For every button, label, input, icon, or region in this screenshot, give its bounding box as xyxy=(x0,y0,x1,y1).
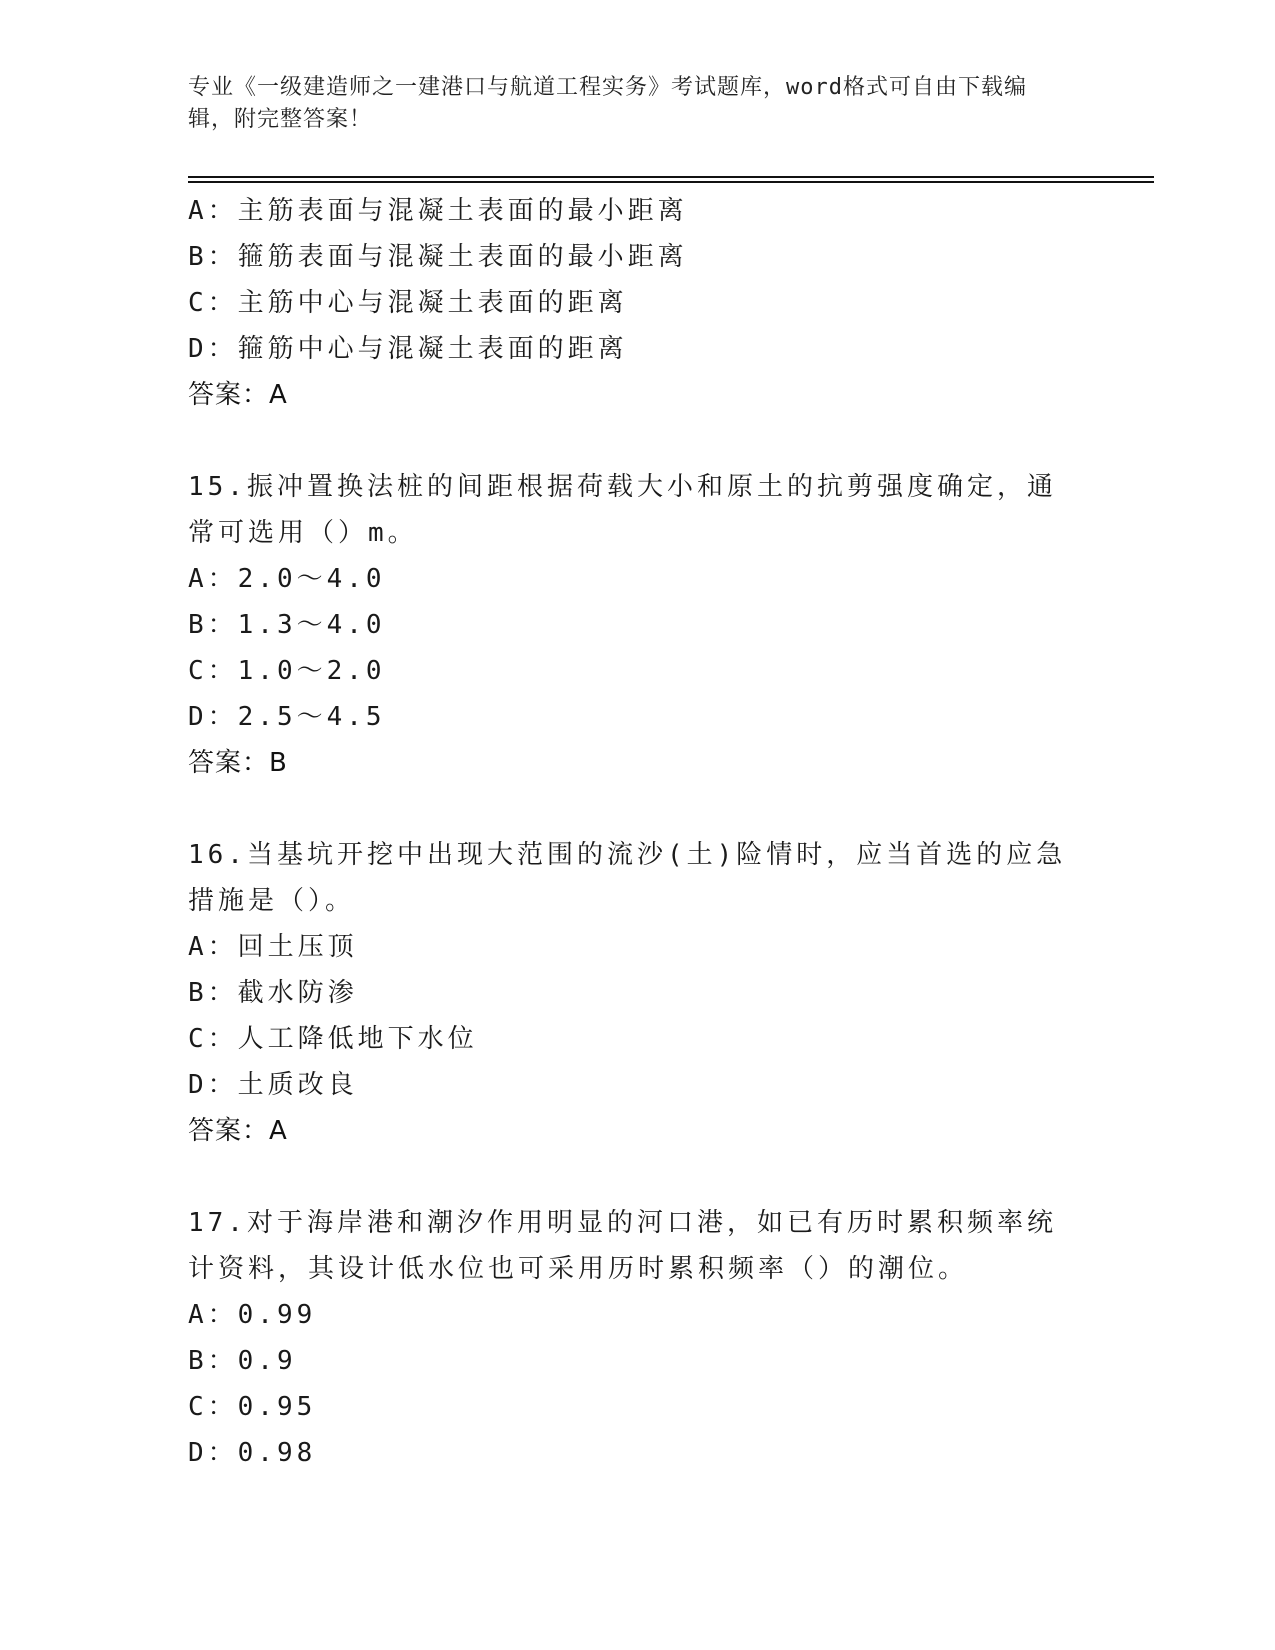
option-d: D：土质改良 xyxy=(188,1070,358,1100)
question-text: 16.当基坑开挖中出现大范围的流沙(土)险情时，应当首选的应急措施是（）。 xyxy=(188,840,1067,916)
answer-text: 答案：A xyxy=(188,380,288,410)
option-b: B：箍筋表面与混凝土表面的最小距离 xyxy=(188,242,688,272)
question-content xyxy=(188,188,1068,1476)
spacer xyxy=(188,418,1068,464)
question-block-14 xyxy=(188,188,1068,418)
spacer xyxy=(188,786,1068,832)
header-divider-top xyxy=(188,176,1154,178)
option-d: D：0.98 xyxy=(188,1438,317,1468)
option-a: A：2.0～4.0 xyxy=(188,564,386,594)
option-c: C：0.95 xyxy=(188,1392,317,1422)
question-block-15 xyxy=(188,464,1068,786)
header-divider-bottom xyxy=(188,181,1154,183)
option-b: B：1.3～4.0 xyxy=(188,610,386,640)
option-a: A：主筋表面与混凝土表面的最小距离 xyxy=(188,196,688,226)
option-b: B：截水防渗 xyxy=(188,978,358,1008)
answer-text: 答案：A xyxy=(188,1116,288,1146)
option-d: D：2.5～4.5 xyxy=(188,702,386,732)
option-c: C：主筋中心与混凝土表面的距离 xyxy=(188,288,628,318)
question-text: 15.振冲置换法桩的间距根据荷载大小和原土的抗剪强度确定，通常可选用（）m。 xyxy=(188,472,1057,548)
answer-text: 答案：B xyxy=(188,748,288,778)
option-a: A：0.99 xyxy=(188,1300,317,1330)
question-block-16 xyxy=(188,832,1068,1154)
option-d: D：箍筋中心与混凝土表面的距离 xyxy=(188,334,628,364)
question-text: 17.对于海岸港和潮汐作用明显的河口港，如已有历时累积频率统计资料，其设计低水位也可采用历时累积频率（）的潮位。 xyxy=(188,1208,1057,1284)
option-c: C：1.0～2.0 xyxy=(188,656,386,686)
option-c: C：人工降低地下水位 xyxy=(188,1024,478,1054)
question-block-17 xyxy=(188,1200,1068,1476)
spacer xyxy=(188,1154,1068,1200)
option-a: A：回土压顶 xyxy=(188,932,358,962)
option-b: B：0.9 xyxy=(188,1346,297,1376)
page-header: 专业《一级建造师之一建港口与航道工程实务》考试题库，word格式可自由下载编辑，附完整答案！ xyxy=(188,75,1027,132)
